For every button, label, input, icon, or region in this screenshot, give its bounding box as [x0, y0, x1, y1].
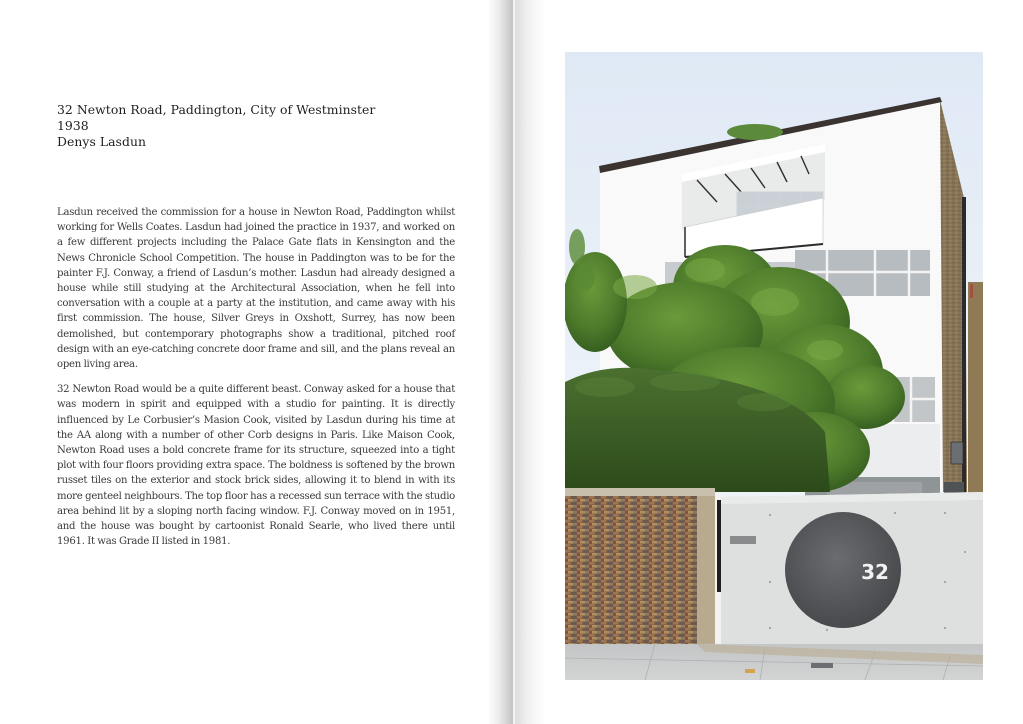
address-title: 32 Newton Road, Paddington, City of Westminster — [57, 102, 376, 117]
paragraph-1: Lasdun received the commission for a house in Newton Road, Paddington whilst working for Wells Coates. Lasdun had joined the practice in 1937, and worked on a few different projects including the Palace Gate flats in Kensington and the News Chronicle School Competition. The house in Paddington was to be for the painter F.J. Conway, a friend of Lasdun’s mother. Lasdun had already designed a house while still studying at the Architectural Association, when he fell into conversation with a couple at a party at the institution, and came away with his first commission. The house, Silver Greys in Oxshott, Surrey, has now been demolished, but contemporary photographs show a traditional, pitched roof design with an eye-catching concrete door frame and sill, and the plans reveal an open living area. — [57, 207, 455, 371]
house-photo — [565, 52, 983, 680]
gutter-shadow-right — [515, 0, 545, 724]
gutter-shadow-left — [488, 0, 514, 724]
body-text — [57, 205, 455, 549]
house-photo-illustration — [565, 52, 983, 680]
paragraph-2: 32 Newton Road would be a quite different beast. Conway asked for a house that was modern in spirit and equipped with a studio for painting. It is directly influenced by Le Corbusier’s Masion Cook, visited by Lasdun during his time at the AA along with a number of other Corb designs in Paris. Like Maison Cook, Newton Road uses a bold concrete frame for its structure, squeezed into a tight plot with four floors providing extra space. The boldness is softened by the brown russet tiles on the exterior and stock brick sides, allowing it to blend in with its more genteel neighbours. The top floor has a recessed sun terrace with the studio area behind lit by a sloping north facing window. F.J. Conway moved on in 1951, and the house was bought by cartoonist Ronald Searle, who lived there until 1961. It was Grade II listed in 1981. — [57, 384, 455, 548]
entry-heading — [57, 102, 477, 150]
year-label: 1938 — [57, 118, 89, 133]
gate-house-number: 32 — [861, 560, 889, 584]
architect-name: Denys Lasdun — [57, 134, 147, 149]
